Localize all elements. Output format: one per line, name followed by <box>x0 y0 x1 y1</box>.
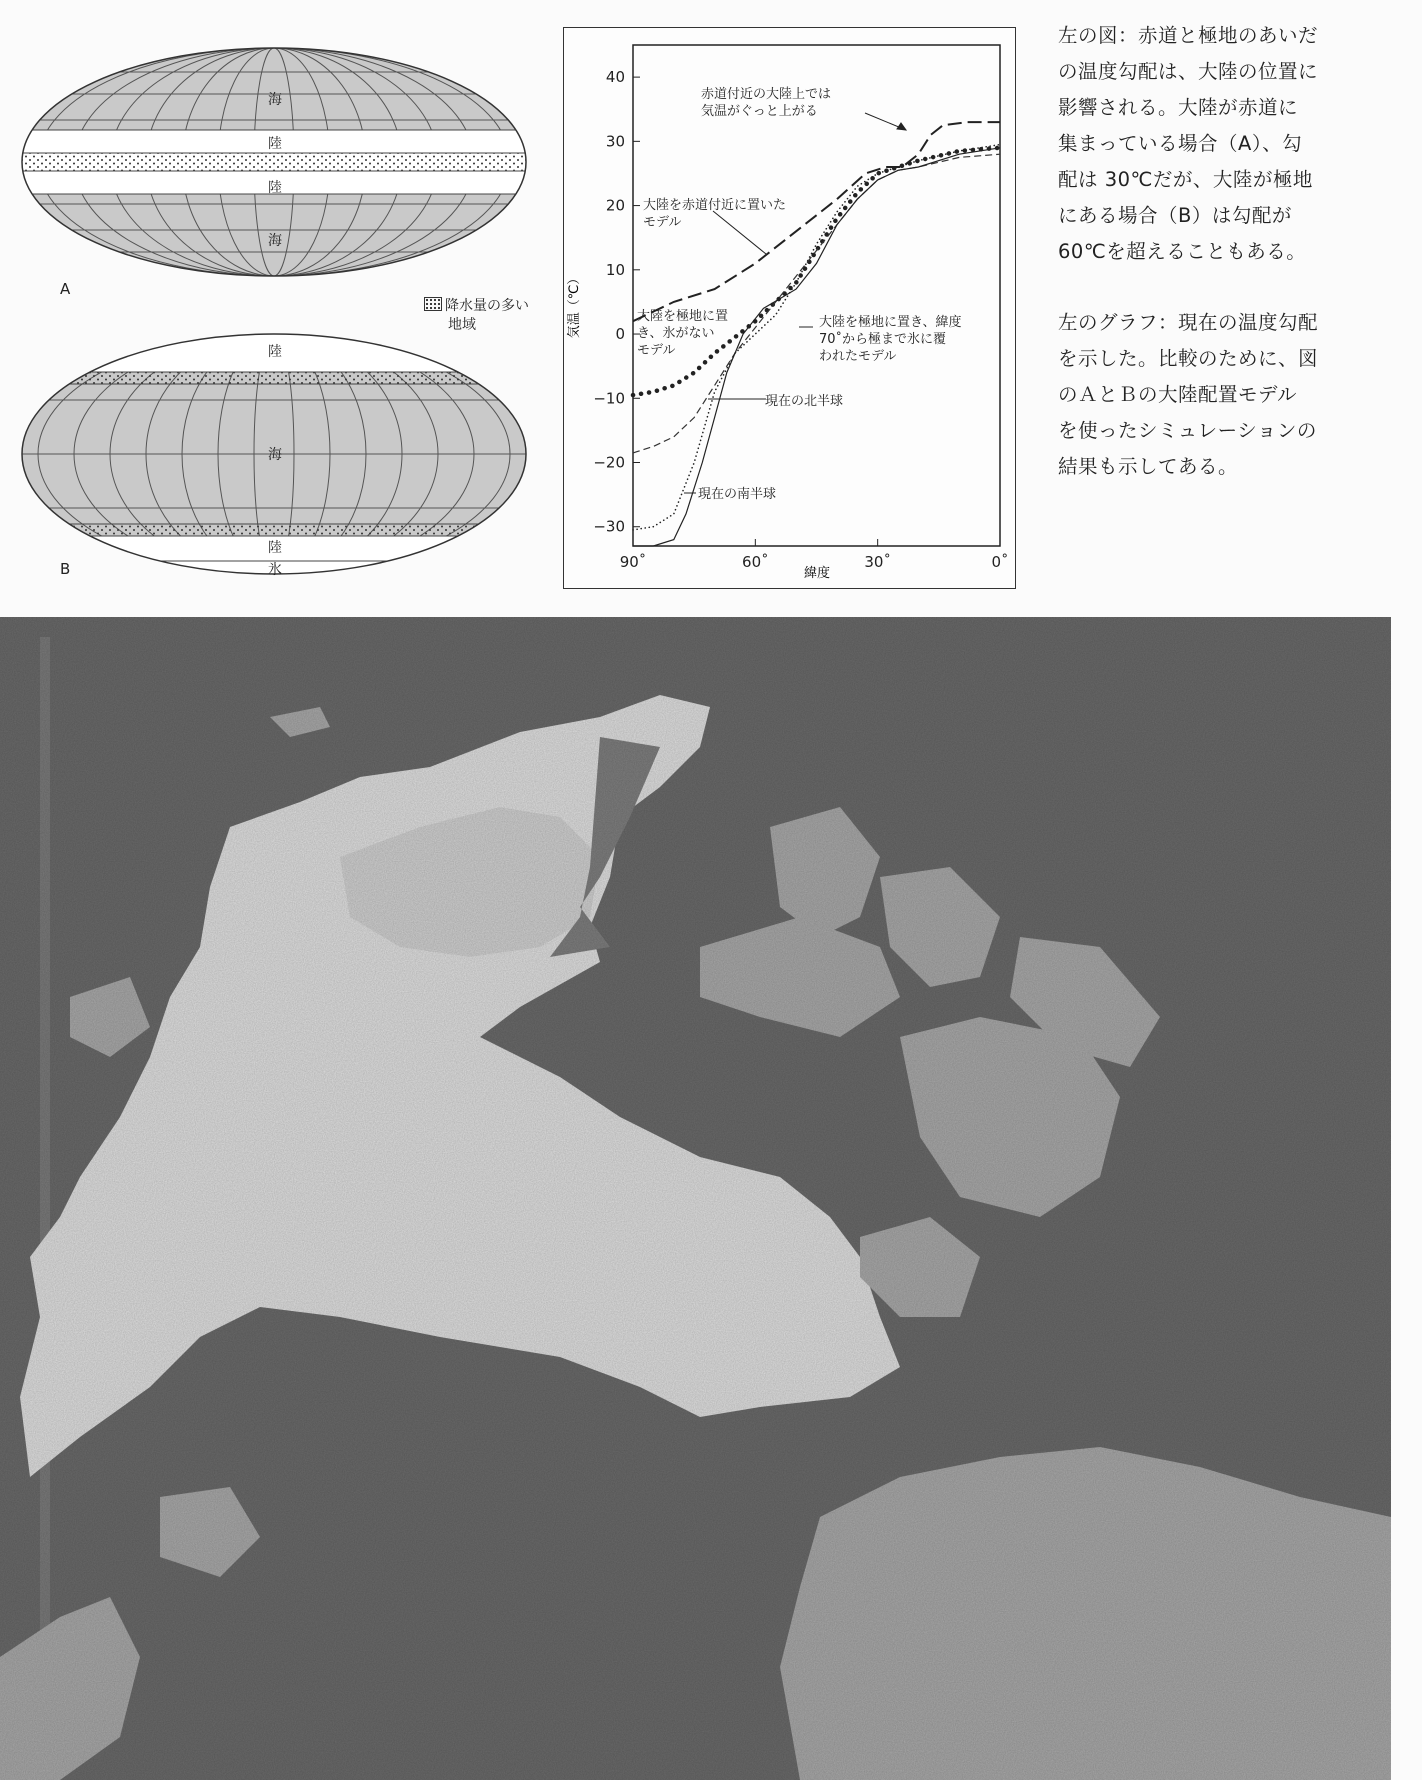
map-b <box>20 332 528 576</box>
y-tick-label: −10 <box>593 389 625 408</box>
caption-figure-line: にある場合（B）は勾配が <box>1058 204 1292 227</box>
map-a-land-top: 陸 <box>268 136 282 152</box>
annot-south: 現在の南半球 <box>698 487 777 502</box>
y-tick-label: 0 <box>615 325 625 344</box>
map-a-sea-bottom: 海 <box>268 233 282 249</box>
annot-polar-ice-2: 70˚から極まで氷に覆 <box>819 332 947 347</box>
y-tick-label: 10 <box>605 260 625 279</box>
plot-area-border <box>633 45 1000 546</box>
annot-equator-high-1: 赤道付近の大陸上では <box>701 87 832 102</box>
annot-polar-noice-3: モデル <box>637 343 676 358</box>
caption-figure-line: 左の図：赤道と極地のあいだ <box>1058 24 1319 47</box>
caption-graph-line: を示した。比較のために、図 <box>1058 347 1319 370</box>
annot-equator-high-2: 気温がぐっと上がる <box>701 104 818 119</box>
y-tick-label: −20 <box>593 453 625 472</box>
y-tick-label: 40 <box>605 68 625 87</box>
legend-line1: 降水量の多い <box>445 298 529 314</box>
annot-polar-noice-1: 大陸を極地に置 <box>637 309 729 324</box>
annot-north: 現在の北半球 <box>765 394 844 409</box>
y-tick-label: −30 <box>593 517 625 536</box>
annot-equator-model-1: 大陸を赤道付近に置いた <box>643 198 787 213</box>
caption-graph-line: のＡとＢの大陸配置モデル <box>1058 383 1298 406</box>
y-tick-label: 30 <box>605 132 625 151</box>
series-polar-noice-line <box>633 148 1000 395</box>
x-tick-label: 0˚ <box>991 553 1009 571</box>
caption-figure-line: 配は 30℃だが、大陸が極地 <box>1058 168 1313 191</box>
annot-equator-model-2: モデル <box>643 215 682 230</box>
caption-graph-line: 結果も示してある。 <box>1058 455 1239 478</box>
dots-swatch-icon <box>424 297 442 311</box>
chart-x-label: 緯度 <box>803 566 831 581</box>
temperature-chart <box>563 27 1016 589</box>
map-a-land-bottom: 陸 <box>268 180 282 196</box>
legend-line2: 地域 <box>448 317 476 333</box>
annot-polar-ice-3: われたモデル <box>819 349 897 364</box>
caption-figure-line: 影響される。大陸が赤道に <box>1058 96 1299 119</box>
series-equator-model-line <box>633 122 1000 321</box>
caption-figure <box>1058 18 1338 270</box>
caption-figure-line: の温度勾配は、大陸の位置に <box>1058 60 1319 83</box>
annot-polar-ice-1: 大陸を極地に置き、緯度 <box>819 315 962 330</box>
map-b-sea: 海 <box>268 447 282 463</box>
annot-polar-noice-2: き、氷がない <box>637 326 715 341</box>
map-b-land-bottom: 陸 <box>268 540 282 556</box>
chart-y-label: 気温（℃） <box>567 271 582 339</box>
y-tick-label: 20 <box>605 196 625 215</box>
x-tick-label: 60˚ <box>742 553 769 571</box>
caption-graph-line: 左のグラフ：現在の温度勾配 <box>1058 311 1319 334</box>
caption-figure-line: 集まっている場合（A）、勾 <box>1058 132 1303 155</box>
caption-figure-line: 60℃を超えることもある。 <box>1058 240 1307 263</box>
x-tick-label: 30˚ <box>864 553 891 571</box>
x-tick-label: 90˚ <box>619 553 647 571</box>
map-b-ice: 氷 <box>268 562 282 578</box>
map-legend <box>424 297 529 335</box>
map-a <box>20 46 528 278</box>
satellite-photo <box>0 617 1391 1780</box>
caption-graph <box>1058 305 1338 485</box>
map-a-letter: A <box>60 280 71 298</box>
map-a-sea-top: 海 <box>268 92 282 108</box>
annotation-leaders <box>684 113 906 493</box>
caption-graph-line: を使ったシミュレーションの <box>1058 419 1317 442</box>
map-b-land-top: 陸 <box>268 344 282 360</box>
map-b-letter: B <box>60 560 71 578</box>
